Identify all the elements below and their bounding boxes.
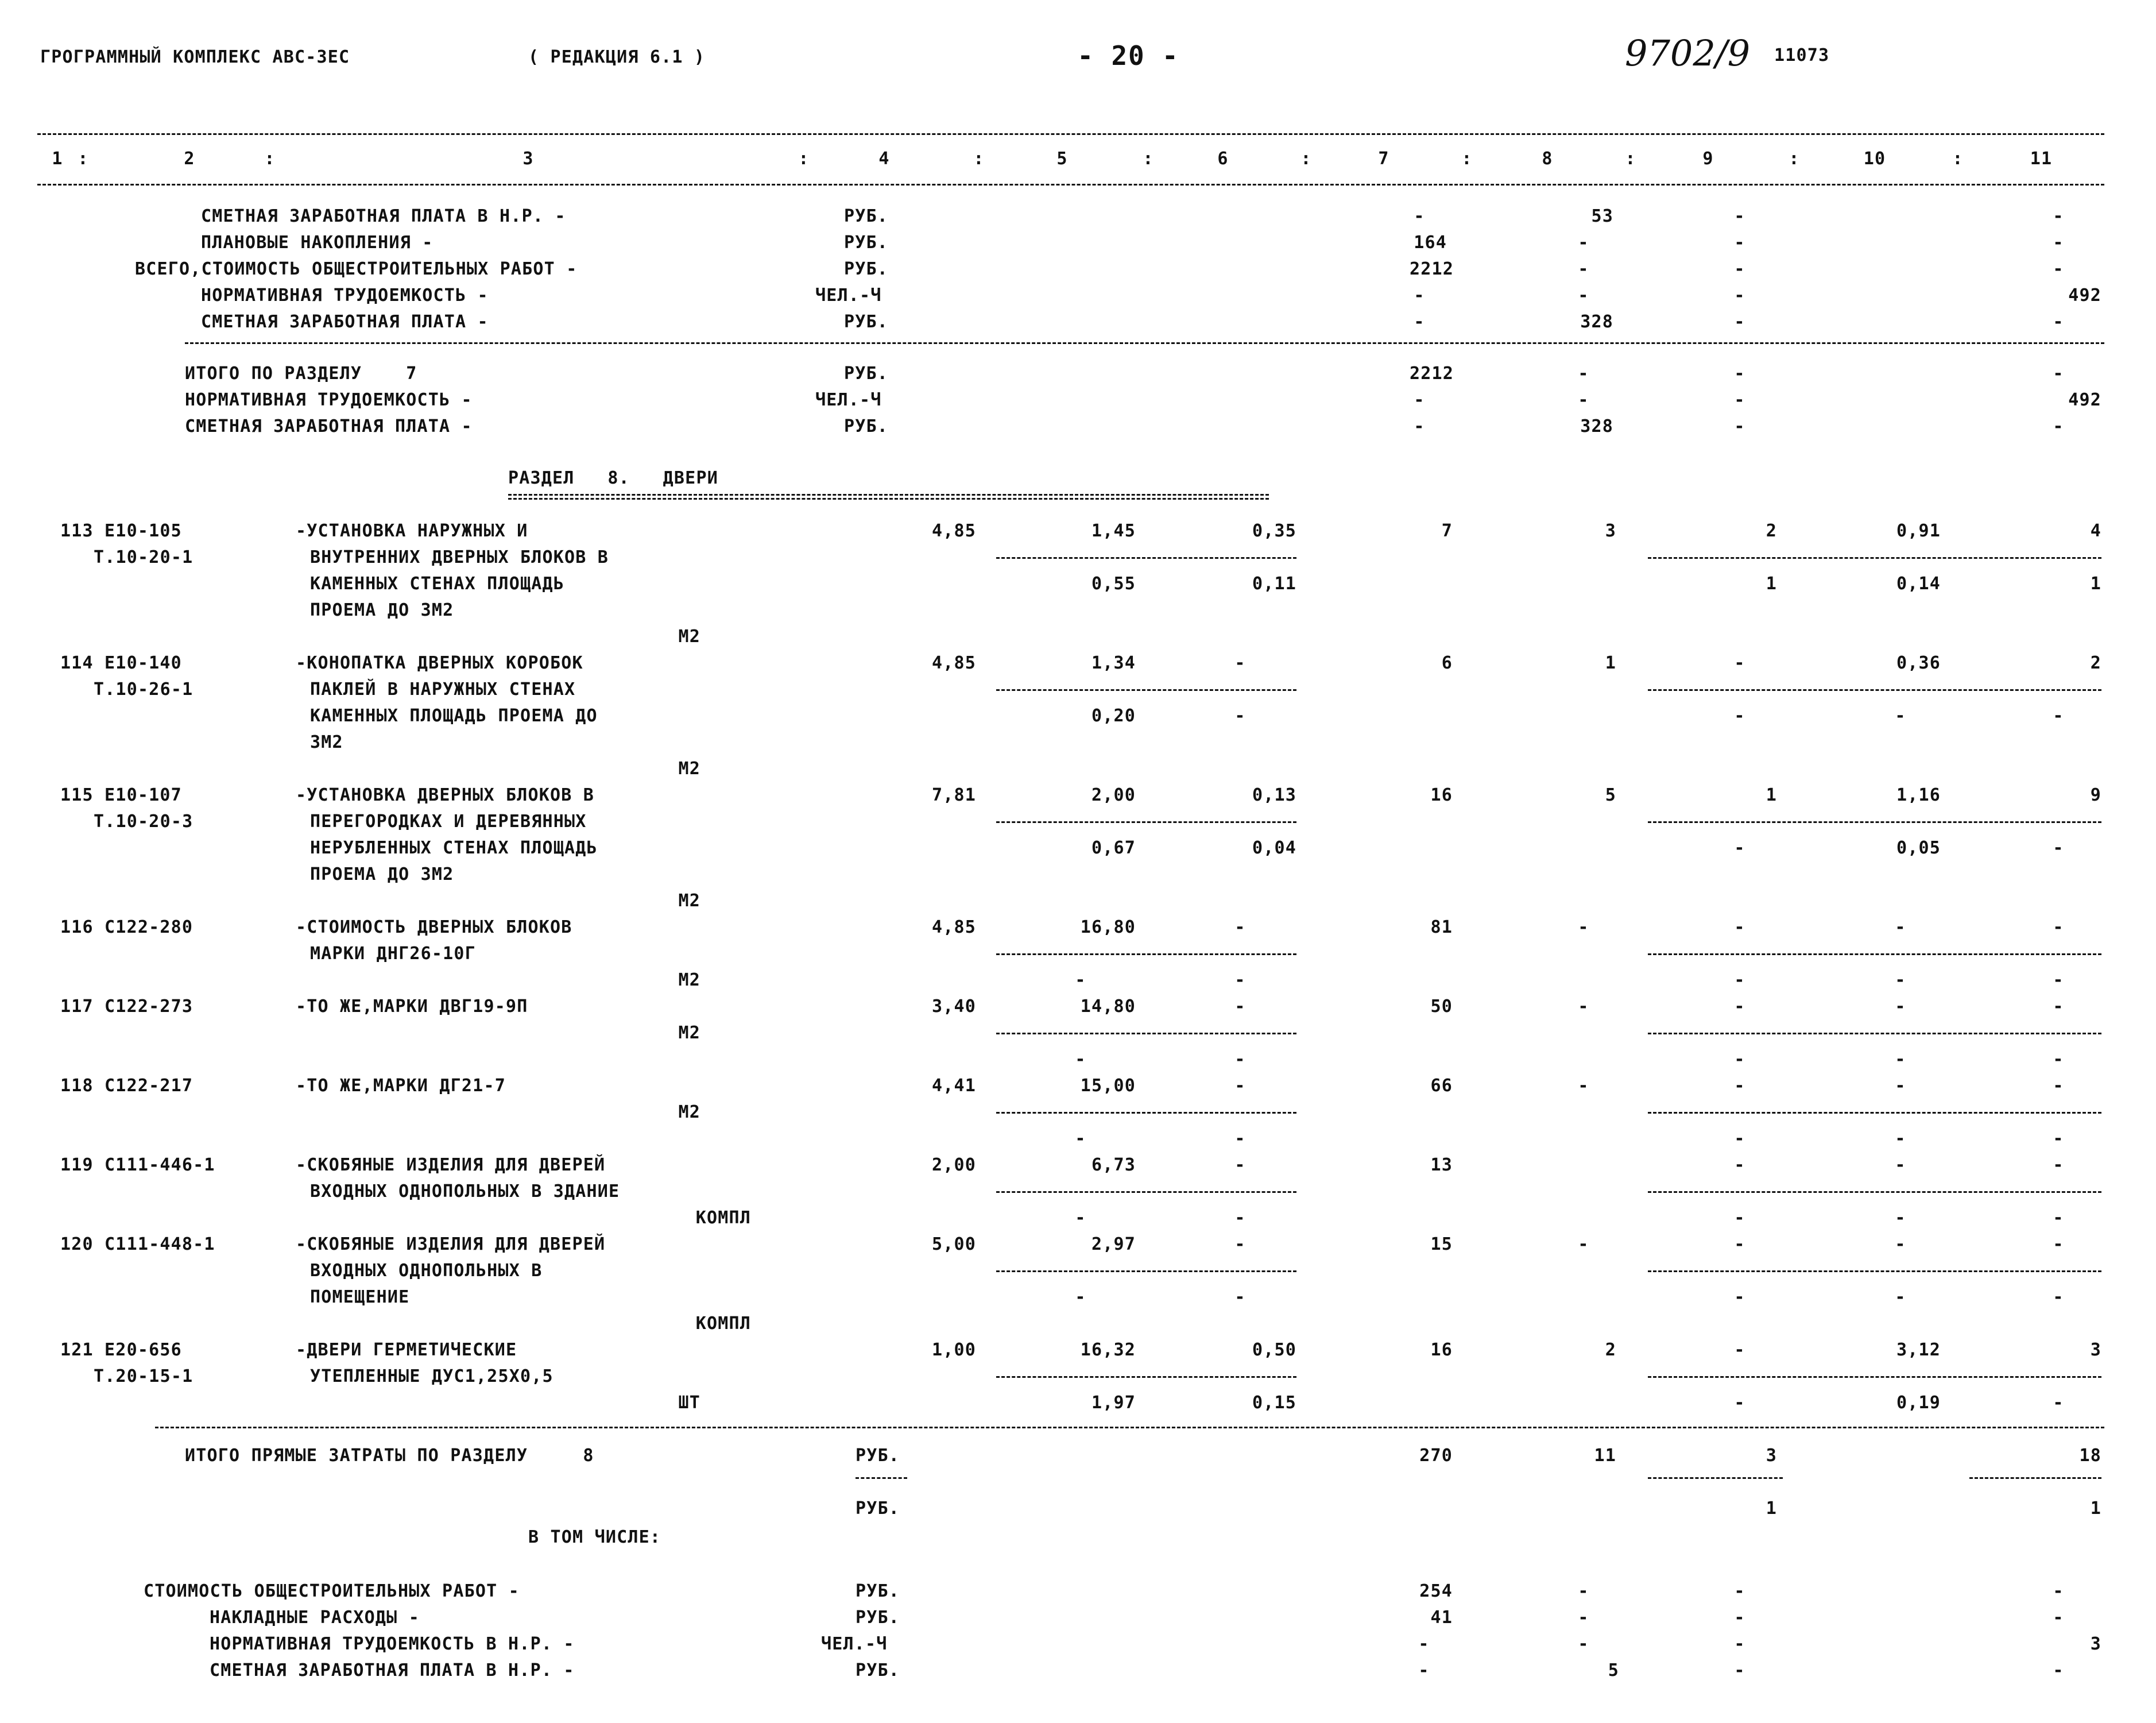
column-separator: : — [1300, 149, 1312, 169]
table-cell: - — [1734, 416, 1745, 436]
table-cell: ПЛАНОВЫЕ НАКОПЛЕНИЯ - — [201, 233, 433, 253]
header-rule-bottom — [37, 184, 2104, 186]
subtotal-dash — [1648, 689, 2101, 691]
table-cell: 11 — [1594, 1446, 1616, 1466]
table-cell: - — [2053, 970, 2064, 990]
column-header-10: 10 — [1863, 149, 1886, 169]
table-cell: - — [2053, 1287, 2064, 1307]
table-cell: ПРОЕМА ДО 3М2 — [310, 600, 454, 620]
table-cell: -УСТАНОВКА НАРУЖНЫХ И — [296, 521, 528, 541]
edition-label: ( РЕДАКЦИЯ 6.1 ) — [528, 47, 706, 67]
table-cell: 0,35 — [1252, 521, 1296, 541]
table-cell: 2,00 — [1091, 785, 1136, 805]
table-cell: М2 — [678, 759, 700, 779]
table-cell: - — [1075, 1129, 1086, 1149]
table-cell: - — [1734, 390, 1745, 410]
column-header-8: 8 — [1542, 149, 1553, 169]
table-cell: 2 — [1605, 1340, 1616, 1360]
table-cell: - — [1234, 1234, 1246, 1254]
table-cell: - — [2053, 706, 2064, 726]
table-cell: СМЕТНАЯ ЗАРАБОТНАЯ ПЛАТА - — [185, 416, 473, 436]
table-cell: 4,85 — [931, 917, 976, 937]
table-cell: - — [1734, 970, 1745, 990]
table-cell: - — [1414, 390, 1425, 410]
table-cell: РУБ. — [844, 233, 889, 253]
table-cell: - — [1234, 1208, 1246, 1228]
table-cell: - — [2053, 917, 2064, 937]
table-cell: - — [1578, 390, 1589, 410]
table-cell: М2 — [678, 1023, 700, 1043]
table-cell: ПРОЕМА ДО 3М2 — [310, 864, 454, 884]
table-cell: - — [2053, 1049, 2064, 1069]
table-cell: 16,32 — [1080, 1340, 1136, 1360]
column-header-9: 9 — [1702, 149, 1714, 169]
table-cell: - — [2053, 1155, 2064, 1175]
column-separator: : — [798, 149, 810, 169]
table-cell: - — [1414, 285, 1425, 306]
table-cell: 1 — [2090, 574, 2101, 594]
table-cell: РАЗДЕЛ 8. ДВЕРИ — [508, 468, 718, 488]
table-cell: 3,40 — [931, 996, 976, 1017]
table-cell: - — [1578, 917, 1589, 937]
table-cell: ЧЕЛ.-Ч — [815, 285, 882, 306]
table-cell: - — [1578, 233, 1589, 253]
table-cell: - — [1734, 1129, 1745, 1149]
table-cell: 0,20 — [1091, 706, 1136, 726]
subtotal-dash — [1648, 1033, 2101, 1034]
table-cell: - — [2053, 996, 2064, 1017]
table-cell: 1 — [1605, 653, 1616, 673]
total-dash — [1648, 1477, 1783, 1479]
table-cell: 2 — [1766, 521, 1777, 541]
table-cell: 4,41 — [931, 1076, 976, 1096]
table-cell: -ТО ЖЕ,МАРКИ ДВГ19-9П — [296, 996, 528, 1017]
table-cell: 3 — [2090, 1340, 2101, 1360]
table-cell: 4,85 — [931, 653, 976, 673]
table-cell: 0,91 — [1896, 521, 1941, 541]
table-cell: 2,00 — [931, 1155, 976, 1175]
table-cell: - — [1734, 1208, 1745, 1228]
table-cell: - — [2053, 1208, 2064, 1228]
table-cell: - — [1895, 970, 1906, 990]
table-cell: - — [1734, 233, 1745, 253]
table-cell: РУБ. — [856, 1498, 900, 1519]
table-cell: 0,67 — [1091, 838, 1136, 858]
table-cell: - — [2053, 1076, 2064, 1096]
table-cell: 2212 — [1409, 259, 1454, 279]
table-cell: - — [1234, 1129, 1246, 1149]
table-cell: 81 — [1430, 917, 1453, 937]
table-cell: Т.10-20-1 — [94, 547, 193, 567]
table-cell: - — [1234, 706, 1246, 726]
table-cell: ВНУТРЕННИХ ДВЕРНЫХ БЛОКОВ В — [310, 547, 609, 567]
table-cell: 270 — [1419, 1446, 1453, 1466]
table-cell: - — [2053, 1660, 2064, 1680]
table-cell: 0,13 — [1252, 785, 1296, 805]
table-cell: 0,05 — [1896, 838, 1941, 858]
table-cell: 5 — [1608, 1660, 1619, 1680]
column-separator: : — [1625, 149, 1636, 169]
table-cell: 16,80 — [1080, 917, 1136, 937]
column-header-11: 11 — [2030, 149, 2053, 169]
table-cell: - — [1734, 206, 1745, 226]
table-cell: ВСЕГО,СТОИМОСТЬ ОБЩЕСТРОИТЕЛЬНЫХ РАБОТ - — [135, 259, 578, 279]
table-cell: - — [1895, 1049, 1906, 1069]
subtotal-dash — [1648, 821, 2101, 823]
table-cell: - — [1234, 996, 1246, 1017]
table-cell: 0,15 — [1252, 1393, 1296, 1413]
table-cell: 0,50 — [1252, 1340, 1296, 1360]
table-cell: 1 — [2090, 1498, 2101, 1519]
table-cell: 3,12 — [1896, 1340, 1941, 1360]
table-cell: 16 — [1430, 1340, 1453, 1360]
column-header-6: 6 — [1217, 149, 1229, 169]
subtotal-dash — [1648, 1270, 2101, 1272]
table-cell: - — [1075, 1287, 1086, 1307]
table-cell: СМЕТНАЯ ЗАРАБОТНАЯ ПЛАТА - — [201, 312, 489, 332]
table-cell: РУБ. — [856, 1608, 900, 1628]
table-cell: 116 С122-280 — [60, 917, 193, 937]
subtotal-dash — [996, 821, 1296, 823]
table-cell: 0,36 — [1896, 653, 1941, 673]
table-cell: - — [1234, 917, 1246, 937]
table-cell: - — [1734, 653, 1745, 673]
table-cell: ШТ — [678, 1393, 700, 1413]
table-cell: -КОНОПАТКА ДВЕРНЫХ КОРОБОК — [296, 653, 583, 673]
table-cell: 3 — [2090, 1634, 2101, 1654]
table-cell: ЧЕЛ.-Ч — [815, 390, 882, 410]
table-cell: 0,55 — [1091, 574, 1136, 594]
subtotal-dash — [996, 953, 1296, 955]
table-cell: - — [1418, 1634, 1430, 1654]
table-cell: 117 С122-273 — [60, 996, 193, 1017]
table-cell: 3 — [1766, 1446, 1777, 1466]
table-cell: ВХОДНЫХ ОДНОПОЛЬНЫХ В — [310, 1261, 543, 1281]
table-cell: 14,80 — [1080, 996, 1136, 1017]
table-cell: - — [1234, 1049, 1246, 1069]
table-cell: 328 — [1580, 312, 1613, 332]
table-cell: В ТОМ ЧИСЛЕ: — [528, 1527, 661, 1547]
table-cell: - — [2053, 312, 2064, 332]
table-cell: - — [1895, 917, 1906, 937]
table-cell: 164 — [1414, 233, 1447, 253]
subtotal-dash — [996, 1033, 1296, 1034]
table-cell: 50 — [1430, 996, 1453, 1017]
table-cell: - — [1734, 312, 1745, 332]
table-cell: 492 — [2068, 285, 2101, 306]
table-cell: - — [1578, 996, 1589, 1017]
table-cell: 254 — [1419, 1581, 1453, 1601]
table-cell: - — [1234, 653, 1246, 673]
table-cell: - — [1075, 1049, 1086, 1069]
table-cell: СТОИМОСТЬ ОБЩЕСТРОИТЕЛЬНЫХ РАБОТ - — [144, 1581, 520, 1601]
table-cell: - — [1895, 706, 1906, 726]
table-cell: - — [2053, 206, 2064, 226]
table-cell: - — [1895, 1287, 1906, 1307]
header-rule-top — [37, 133, 2104, 135]
table-cell: - — [1578, 285, 1589, 306]
section-title-underline — [508, 494, 1269, 500]
table-cell: - — [1734, 1049, 1745, 1069]
table-cell: М2 — [678, 627, 700, 647]
table-cell: РУБ. — [856, 1660, 900, 1680]
table-cell: 121 Е20-656 — [60, 1340, 182, 1360]
table-cell: 120 С111-448-1 — [60, 1234, 215, 1254]
column-header-3: 3 — [522, 149, 534, 169]
table-cell: - — [1734, 1581, 1745, 1601]
table-cell: - — [2053, 364, 2064, 384]
table-cell: - — [1734, 1608, 1745, 1628]
table-cell: 0,11 — [1252, 574, 1296, 594]
table-cell: 1,00 — [931, 1340, 976, 1360]
table-cell: 16 — [1430, 785, 1453, 805]
table-cell: - — [1578, 364, 1589, 384]
table-cell: - — [1234, 1076, 1246, 1096]
table-cell: 13 — [1430, 1155, 1453, 1175]
table-cell: - — [1734, 364, 1745, 384]
table-cell: 0,14 — [1896, 574, 1941, 594]
table-cell: МАРКИ ДНГ26-10Г — [310, 944, 476, 964]
table-cell: 5,00 — [931, 1234, 976, 1254]
table-cell: 3М2 — [310, 732, 343, 752]
table-cell: - — [1734, 838, 1745, 858]
table-cell: 4 — [2090, 521, 2101, 541]
table-cell: СМЕТНАЯ ЗАРАБОТНАЯ ПЛАТА В Н.Р. - — [210, 1660, 575, 1680]
table-cell: - — [2053, 838, 2064, 858]
table-cell: 492 — [2068, 390, 2101, 410]
table-cell: 15,00 — [1080, 1076, 1136, 1096]
table-cell: - — [1578, 1076, 1589, 1096]
table-cell: - — [1734, 1393, 1745, 1413]
table-cell: РУБ. — [844, 364, 889, 384]
table-cell: 114 Е10-140 — [60, 653, 182, 673]
table-cell: ИТОГО ПО РАЗДЕЛУ 7 — [185, 364, 417, 384]
subtotal-dash — [1648, 953, 2101, 955]
table-cell: -ДВЕРИ ГЕРМЕТИЧЕСКИЕ — [296, 1340, 517, 1360]
table-cell: -СТОИМОСТЬ ДВЕРНЫХ БЛОКОВ — [296, 917, 572, 937]
column-header-1: 1 — [52, 149, 63, 169]
table-cell: 1,97 — [1091, 1393, 1136, 1413]
table-cell: - — [1734, 259, 1745, 279]
table-cell: 2,97 — [1091, 1234, 1136, 1254]
table-cell: 7,81 — [931, 785, 976, 805]
table-cell: - — [1578, 1581, 1589, 1601]
table-cell: РУБ. — [856, 1446, 900, 1466]
table-cell: 6 — [1441, 653, 1453, 673]
table-cell: 1 — [1766, 574, 1777, 594]
table-cell: 118 С122-217 — [60, 1076, 193, 1096]
table-cell: 3 — [1605, 521, 1616, 541]
table-cell: - — [1234, 970, 1246, 990]
table-cell: М2 — [678, 1102, 700, 1122]
table-cell: - — [1734, 1076, 1745, 1096]
table-cell: ПОМЕЩЕНИЕ — [310, 1287, 410, 1307]
subtotal-dash — [1648, 1191, 2101, 1193]
table-cell: -СКОБЯНЫЕ ИЗДЕЛИЯ ДЛЯ ДВЕРЕЙ — [296, 1155, 606, 1175]
table-cell: 119 С111-446-1 — [60, 1155, 215, 1175]
table-cell: 6,73 — [1091, 1155, 1136, 1175]
table-cell: - — [1895, 1129, 1906, 1149]
table-cell: РУБ. — [844, 416, 889, 436]
handwritten-code: 9702/9 — [1625, 32, 1751, 74]
table-cell: 66 — [1430, 1076, 1453, 1096]
table-cell: 2 — [2090, 653, 2101, 673]
table-cell: НОРМАТИВНАЯ ТРУДОЕМКОСТЬ В Н.Р. - — [210, 1634, 575, 1654]
table-cell: 0,19 — [1896, 1393, 1941, 1413]
table-cell: РУБ. — [856, 1581, 900, 1601]
table-cell: М2 — [678, 891, 700, 911]
table-cell: - — [2053, 416, 2064, 436]
table-cell: - — [2053, 1581, 2064, 1601]
table-cell: СМЕТНАЯ ЗАРАБОТНАЯ ПЛАТА В Н.Р. - — [201, 206, 566, 226]
table-cell: - — [1234, 1287, 1246, 1307]
column-separator: : — [1143, 149, 1154, 169]
table-cell: - — [1734, 706, 1745, 726]
table-cell: 1,34 — [1091, 653, 1136, 673]
subtotal-dash — [996, 1112, 1296, 1114]
table-cell: - — [1734, 1660, 1745, 1680]
table-cell: Т.10-26-1 — [94, 679, 193, 700]
page-number: - 20 - — [1077, 40, 1179, 71]
table-cell: М2 — [678, 970, 700, 990]
table-cell: РУБ. — [844, 312, 889, 332]
table-cell: КАМЕННЫХ СТЕНАХ ПЛОЩАДЬ — [310, 574, 565, 594]
table-cell: 53 — [1591, 206, 1613, 226]
column-separator: : — [1952, 149, 1964, 169]
table-cell: РУБ. — [844, 259, 889, 279]
table-cell: - — [1578, 259, 1589, 279]
column-header-7: 7 — [1378, 149, 1389, 169]
table-cell: - — [1734, 1634, 1745, 1654]
column-header-2: 2 — [184, 149, 195, 169]
table-cell: -ТО ЖЕ,МАРКИ ДГ21-7 — [296, 1076, 506, 1096]
table-cell: Т.20-15-1 — [94, 1366, 193, 1386]
table-cell: - — [1578, 1634, 1589, 1654]
table-cell: - — [1895, 996, 1906, 1017]
table-cell: КАМЕННЫХ ПЛОЩАДЬ ПРОЕМА ДО — [310, 706, 598, 726]
items-end-rule — [155, 1427, 2104, 1428]
table-cell: 41 — [1430, 1608, 1453, 1628]
table-cell: УТЕПЛЕННЫЕ ДУС1,25Х0,5 — [310, 1366, 553, 1386]
table-cell: НОРМАТИВНАЯ ТРУДОЕМКОСТЬ - — [201, 285, 489, 306]
column-header-4: 4 — [878, 149, 890, 169]
column-separator: : — [78, 149, 89, 169]
subtotal-dash — [1648, 557, 2101, 559]
subtotal-dash — [996, 1376, 1296, 1378]
table-cell: - — [1895, 1076, 1906, 1096]
total-dash — [856, 1477, 907, 1479]
table-cell: ПАКЛЕЙ В НАРУЖНЫХ СТЕНАХ — [310, 679, 576, 700]
table-cell: - — [1418, 1660, 1430, 1680]
table-cell: - — [1895, 1155, 1906, 1175]
table-cell: НОРМАТИВНАЯ ТРУДОЕМКОСТЬ - — [185, 390, 473, 410]
table-cell: 1 — [1766, 1498, 1777, 1519]
column-separator: : — [1461, 149, 1473, 169]
table-cell: - — [1414, 206, 1425, 226]
table-cell: 4,85 — [931, 521, 976, 541]
table-cell: РУБ. — [844, 206, 889, 226]
table-cell: ВХОДНЫХ ОДНОПОЛЬНЫХ В ЗДАНИЕ — [310, 1181, 620, 1202]
column-separator: : — [973, 149, 985, 169]
table-cell: 18 — [2079, 1446, 2101, 1466]
table-cell: - — [1734, 1155, 1745, 1175]
table-cell: 0,04 — [1252, 838, 1296, 858]
table-cell: 1,16 — [1896, 785, 1941, 805]
table-cell: 15 — [1430, 1234, 1453, 1254]
table-cell: ИТОГО ПРЯМЫЕ ЗАТРАТЫ ПО РАЗДЕЛУ 8 — [185, 1446, 594, 1466]
table-cell: - — [1734, 1234, 1745, 1254]
subtotal-dash — [996, 689, 1296, 691]
table-cell: - — [1075, 1208, 1086, 1228]
table-cell: - — [1578, 1234, 1589, 1254]
table-cell: 2212 — [1409, 364, 1454, 384]
table-cell: КОМПЛ — [695, 1314, 751, 1334]
table-cell: - — [1734, 1287, 1745, 1307]
table-cell: - — [1895, 1234, 1906, 1254]
column-separator: : — [264, 149, 276, 169]
table-cell: 328 — [1580, 416, 1613, 436]
table-cell: 1,45 — [1091, 521, 1136, 541]
document-number: 11073 — [1774, 45, 1830, 65]
table-cell: 113 Е10-105 — [60, 521, 182, 541]
total-dash — [1969, 1477, 2101, 1479]
table-cell: Т.10-20-3 — [94, 812, 193, 832]
subtotal-dash — [996, 1191, 1296, 1193]
table-cell: - — [2053, 1608, 2064, 1628]
table-cell: - — [1734, 996, 1745, 1017]
table-cell: 115 Е10-107 — [60, 785, 182, 805]
table-cell: - — [2053, 259, 2064, 279]
table-cell: - — [1895, 1208, 1906, 1228]
table-cell: - — [1734, 285, 1745, 306]
section-total-rule — [185, 342, 2104, 344]
subtotal-dash — [996, 557, 1296, 559]
table-cell: ПЕРЕГОРОДКАХ И ДЕРЕВЯННЫХ — [310, 812, 587, 832]
table-cell: - — [2053, 1393, 2064, 1413]
table-cell: - — [1414, 312, 1425, 332]
table-cell: НЕРУБЛЕННЫХ СТЕНАХ ПЛОЩАДЬ — [310, 838, 598, 858]
table-cell: - — [1578, 1608, 1589, 1628]
table-cell: - — [1234, 1155, 1246, 1175]
column-header-5: 5 — [1056, 149, 1068, 169]
table-cell: - — [2053, 1234, 2064, 1254]
subtotal-dash — [996, 1270, 1296, 1272]
table-cell: КОМПЛ — [695, 1208, 751, 1228]
table-cell: 1 — [1766, 785, 1777, 805]
table-cell: - — [1734, 917, 1745, 937]
table-cell: - — [2053, 1129, 2064, 1149]
subtotal-dash — [1648, 1112, 2101, 1114]
table-cell: ЧЕЛ.-Ч — [821, 1634, 888, 1654]
table-cell: -УСТАНОВКА ДВЕРНЫХ БЛОКОВ В — [296, 785, 595, 805]
program-title: ГРОГРАММНЫЙ КОМПЛЕКС АВС-ЗЕС — [40, 47, 350, 67]
table-cell: - — [2053, 233, 2064, 253]
column-separator: : — [1789, 149, 1800, 169]
subtotal-dash — [1648, 1376, 2101, 1378]
table-cell: - — [1075, 970, 1086, 990]
table-cell: 9 — [2090, 785, 2101, 805]
table-cell: - — [1734, 1340, 1745, 1360]
table-cell: 7 — [1441, 521, 1453, 541]
table-cell: НАКЛАДНЫЕ РАСХОДЫ - — [210, 1608, 420, 1628]
table-cell: 5 — [1605, 785, 1616, 805]
table-cell: -СКОБЯНЫЕ ИЗДЕЛИЯ ДЛЯ ДВЕРЕЙ — [296, 1234, 606, 1254]
table-cell: - — [1414, 416, 1425, 436]
